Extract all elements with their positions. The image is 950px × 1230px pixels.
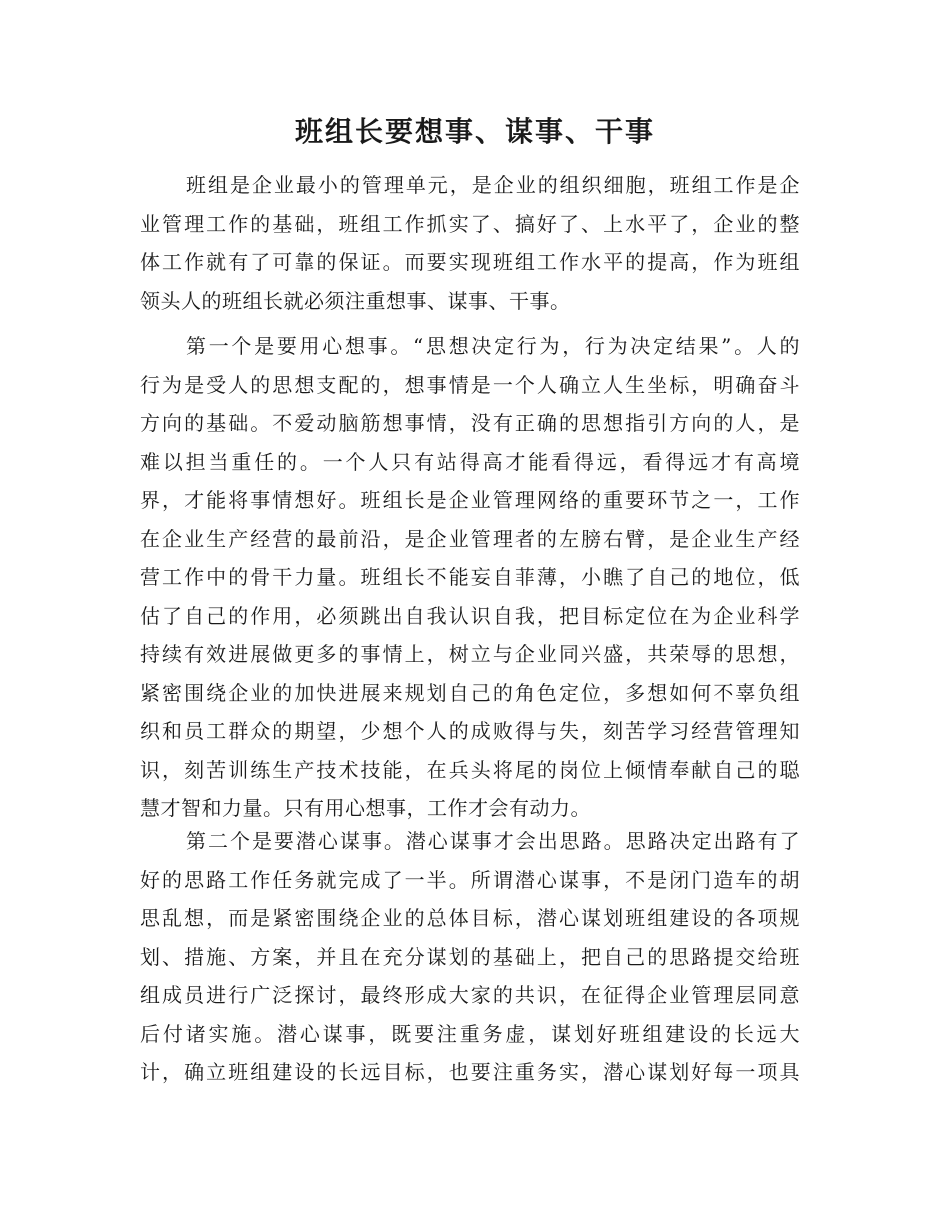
text-line: 好的思路工作任务就完成了一半。所谓潜心谋事，不是闭门造车的胡 (140, 867, 800, 892)
text-line: 第二个是要潜心谋事。潜心谋事才会出思路。思路决定出路有了 (186, 829, 800, 853)
text-line: 估了自己的作用，必须跳出自我认识自我，把目标定位在为企业科学 (140, 603, 800, 628)
document-title: 班组长要想事、谋事、干事 (294, 115, 655, 148)
paragraph-think (140, 327, 800, 828)
text-line: 方向的基础。不爱动脑筋想事情，没有正确的思想指引方向的人，是 (140, 411, 800, 435)
text-line: 界，才能将事情想好。班组长是企业管理网络的重要环节之一，工作 (140, 488, 800, 512)
text-line: 织和员工群众的期望，少想个人的成败得与失，刻苦学习经营管理知 (140, 719, 800, 743)
text-line: 划、措施、方案，并且在充分谋划的基础上，把自己的思路提交给班 (140, 944, 800, 969)
text-line: 第一个是要用心想事。“思想决定行为，行为决定结果”。人的 (186, 334, 800, 358)
text-line: 计，确立班组建设的长远目标，也要注重务实，潜心谋划好每一项具 (140, 1060, 800, 1084)
text-line: 思乱想，而是紧密围绕企业的总体目标，潜心谋划班组建设的各项规 (140, 906, 800, 930)
text-line: 识，刻苦训练生产技术技能，在兵头将尾的岗位上倾情奉献自己的聪 (140, 757, 800, 782)
text-line: 体工作就有了可靠的保证。而要实现班组工作水平的提高，作为班组 (140, 250, 800, 274)
text-line: 领头人的班组长就必须注重想事、谋事、干事。 (140, 288, 571, 313)
paragraph-intro (140, 166, 800, 320)
text-line: 业管理工作的基础，班组工作抓实了、搞好了、上水平了，企业的整 (140, 211, 800, 236)
text-line: 组成员进行广泛探讨，最终形成大家的共识，在征得企业管理层同意 (140, 983, 800, 1007)
text-line: 营工作中的骨干力量。班组长不能妄自菲薄，小瞧了自己的地位，低 (140, 565, 800, 589)
paragraph-plan (140, 822, 800, 1092)
text-line: 持续有效进展做更多的事情上，树立与企业同兴盛，共荣辱的思想， (140, 642, 800, 666)
text-line: 慧才智和力量。只有用心想事，工作才会有动力。 (140, 796, 591, 820)
text-line: 紧密围绕企业的加快进展来规划自己的角色定位，多想如何不辜负组 (140, 680, 800, 705)
text-line: 在企业生产经营的最前沿，是企业管理者的左膀右臂，是企业生产经 (140, 526, 800, 551)
text-line: 后付诸实施。潜心谋事，既要注重务虚，谋划好班组建设的长远大 (140, 1021, 800, 1046)
text-line: 行为是受人的思想支配的，想事情是一个人确立人生坐标，明确奋斗 (140, 372, 800, 397)
text-line: 难以担当重任的。一个人只有站得高才能看得远，看得远才有高境 (140, 449, 800, 474)
text-line: 班组是企业最小的管理单元，是企业的组织细胞，班组工作是企 (186, 173, 800, 197)
